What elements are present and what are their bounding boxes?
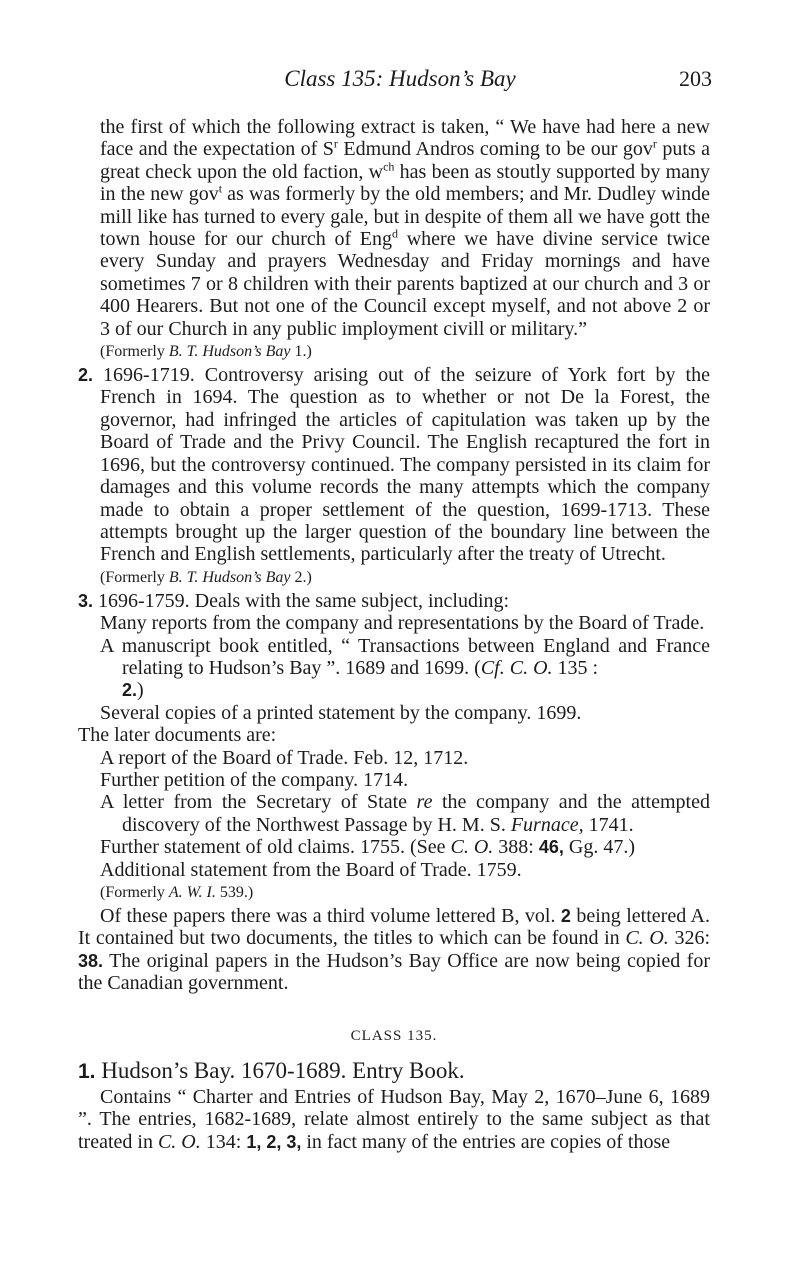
later-document-item: Further petition of the company. 1714. [100,768,409,791]
later-document-item: A report of the Board of Trade. Feb. 12, 1712. [100,746,469,769]
formerly-note-1: (Formerly B. T. Hudson’s Bay 1.) [100,343,312,361]
page-number: 203 [679,66,712,91]
entry-3-item: Many reports from the company and representations by the Board of Trade. [100,612,705,635]
class-heading: CLASS 135. [350,1027,438,1044]
formerly-note-2: (Formerly B. T. Hudson’s Bay 2.) [100,568,312,586]
entry-1-title: 1. Hudson’s Bay. 1670-1689. Entry Book. [78,1058,465,1084]
formerly-note-3: (Formerly A. W. I. 539.) [100,884,254,901]
intro-paragraph: the first of which the following extract is taken, “ We have had here a new face and the expectation of $S^r$ Edmund Andros coming to be our gov$^r$ puts a great check upon the old faction, $w^{ch}$ has been as stoutly supported by many in the new gov$^t$ as was formerly by the old members; and Mr. Dudley winde mill like has turned to every gale, but in despite of them all we have gott the town house for our church of Eng$^d$ where we have divine service twice every Sunday and prayers Wednesday and Friday mornings and have sometimes 7 or 8 children with their parents baptized at our church and 3 or 400 Hearers. But not one of the Council except myself, and not above 2 or 3 of our Church in any public imployment civill or military.” [100,116,711,340]
running-title: Class 135: Hudson’s Bay [284,66,516,91]
entry-3-item: Several copies of a printed statement by the company. 1699. [100,701,582,724]
later-documents-heading: The later documents are: [78,724,277,747]
later-document-item: Additional statement from the Board of Trade. 1759. [100,858,522,881]
later-document-item: A letter from the Secretary of State re the company and the attempted discovery of the Northwest Passage by H. M. S. Furnace, 1741. [100,791,710,836]
papers-paragraph: Of these papers there was a third volume lettered B, vol. 2 being lettered A. It contained but two documents, the titles to which can be found in C. O. 326: 38. The original papers in the Hudson’s Bay Office are now being copied for the Canadian government. [78,905,711,995]
entry-2: 2. 1696-1719. Controversy arising out of the seizure of York fort by the French in 1694. The question as to whether or not De la Forest, the governor, had infringed the articles of capitulation was taken up by the Board of Trade and the Privy Council. The English recaptured the fort in 1696, but the controversy continued. The company persisted in its claim for damages and this volume records the many attempts which the company made to obtain a proper settlement of the question, 1699-1713. These attempts brought up the larger question of the boundary line between the French and English settlements, particularly after the treaty of Utrecht. [78,364,710,566]
body-text [78,116,710,1153]
later-document-item: Further statement of old claims. 1755. (See C. O. 388: 46, Gg. 47.) [100,836,635,859]
entry-3: 3. 1696-1759. Deals with the same subject, including: [78,589,510,612]
entry-3-item: A manuscript book entitled, “ Transactions between England and France relating to Hudson’s Bay ”. 1689 and 1699. (Cf. C. O. 135 : 2.) [100,634,710,702]
entry-1-description: Contains “ Charter and Entries of Hudson Bay, May 2, 1670–June 6, 1689 ”. The entries, 1682-1689, relate almost entirely to the same subject as that treated in C. O. 134: 1, 2, 3, in fact many of the entries are copies of those [78,1086,710,1153]
